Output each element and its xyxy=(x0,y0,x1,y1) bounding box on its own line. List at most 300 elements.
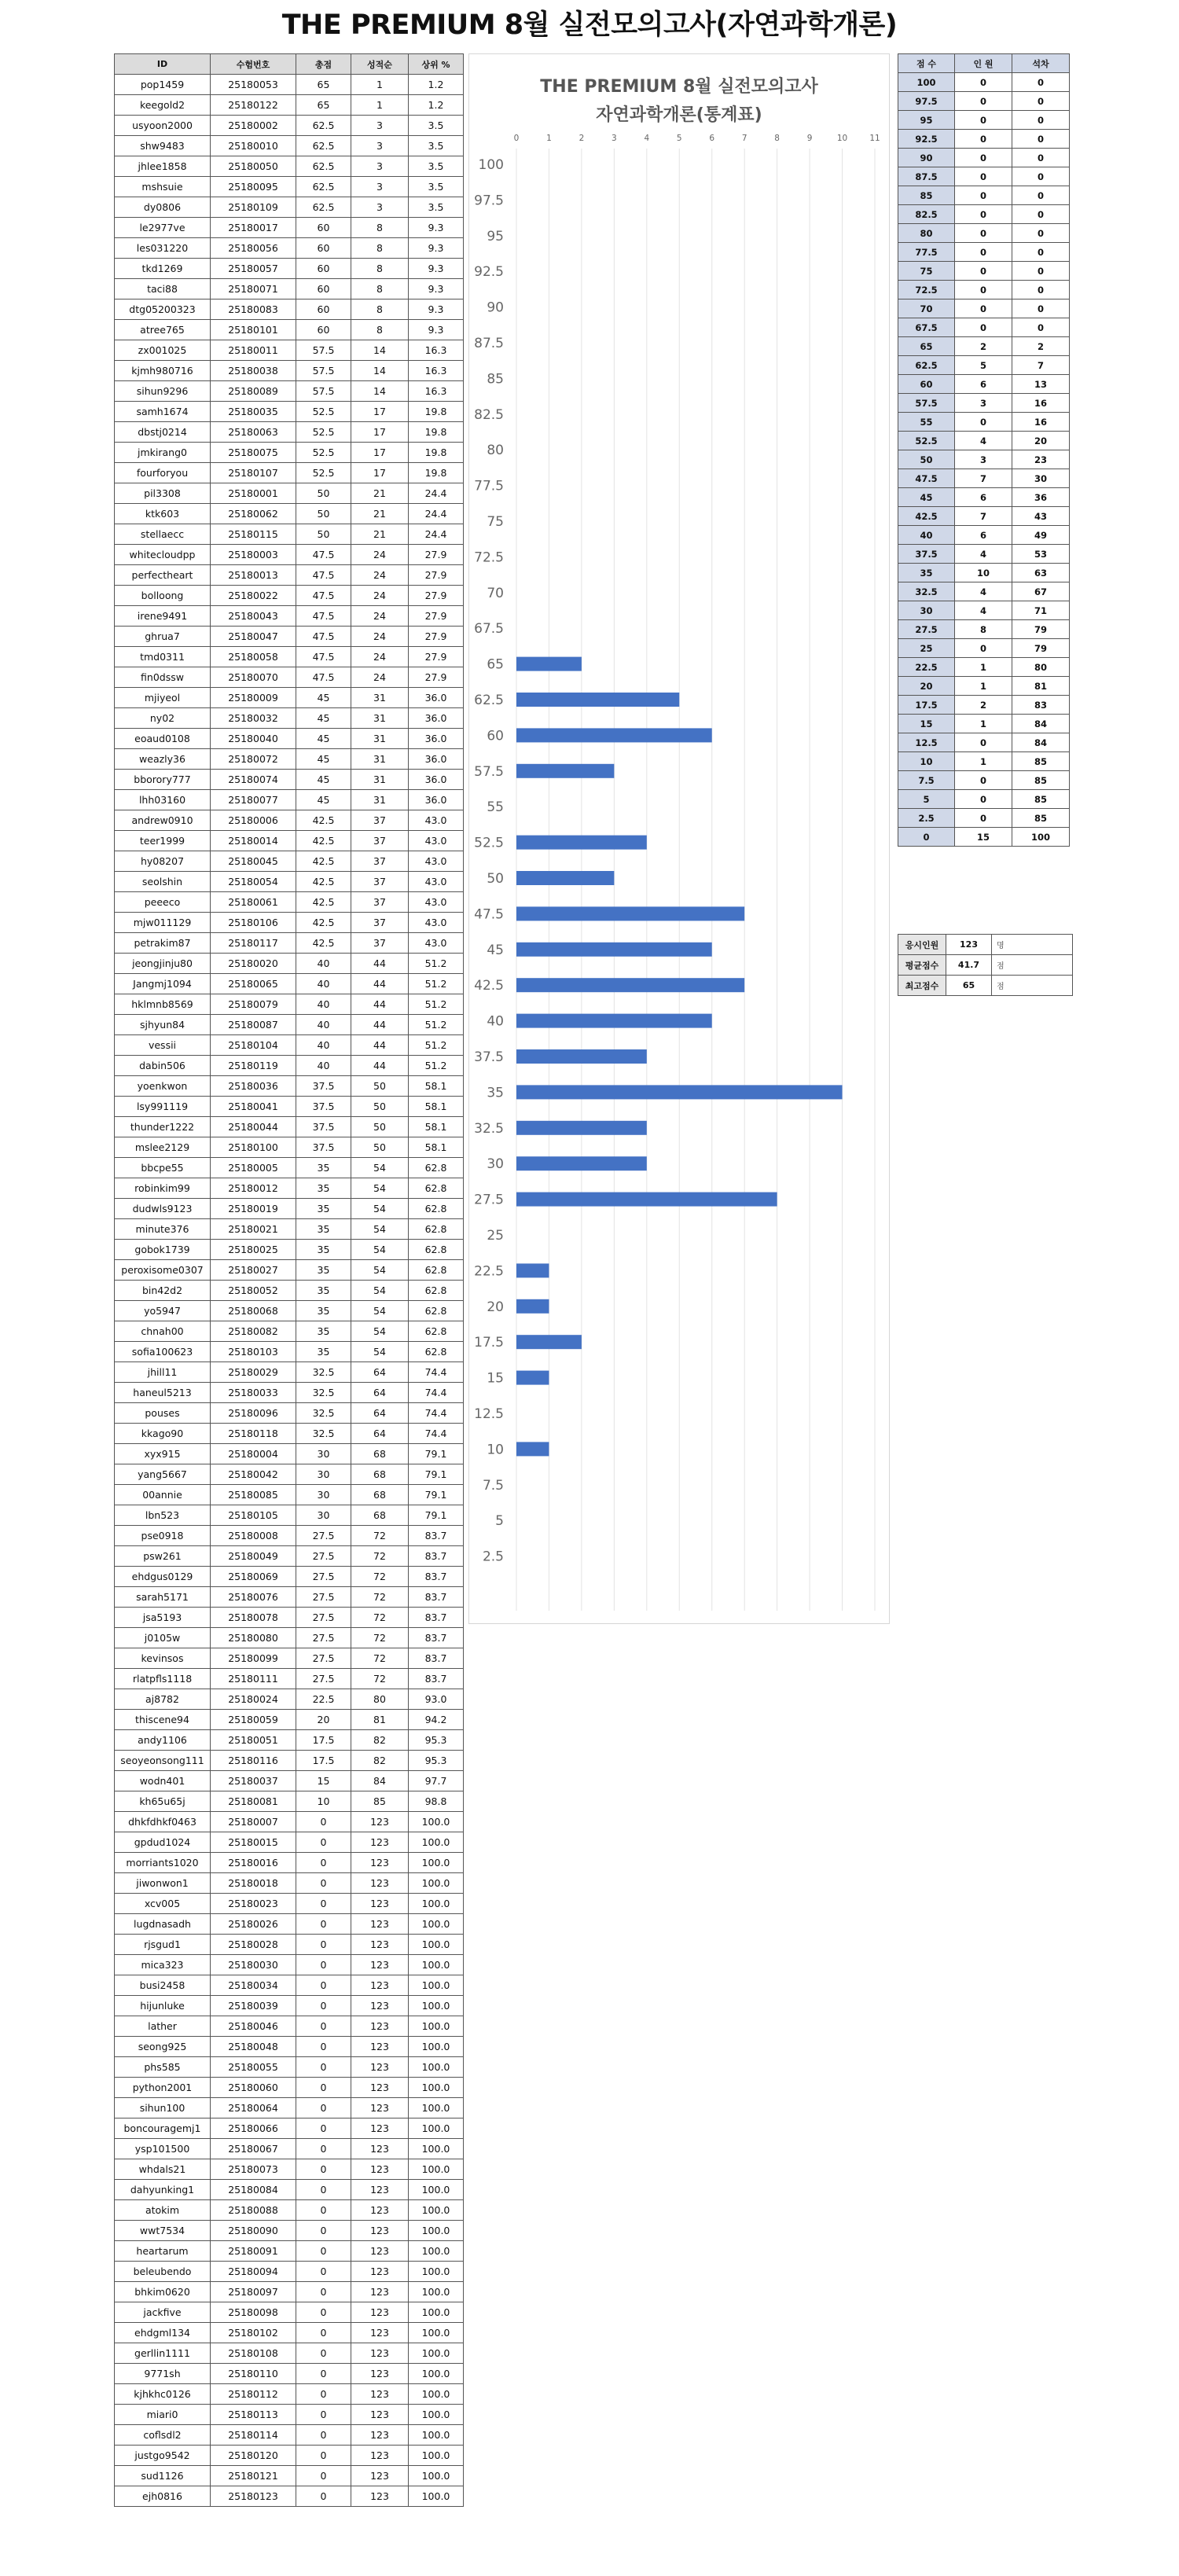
table-row xyxy=(898,771,1070,790)
cell-total-score: 50 xyxy=(296,483,351,504)
cell-score: 92.5 xyxy=(898,130,955,149)
table-row xyxy=(898,167,1070,186)
table-row xyxy=(115,340,464,361)
cell-rank: 44 xyxy=(351,1035,409,1056)
table-row xyxy=(115,218,464,238)
table-row xyxy=(898,809,1070,828)
cell-id: whdals21 xyxy=(115,2159,211,2180)
cell-exam-number: 25180120 xyxy=(211,2446,296,2466)
table-row xyxy=(898,507,1070,526)
table-row xyxy=(115,259,464,279)
cell-exam-number: 25180078 xyxy=(211,1608,296,1628)
cell-total-score: 0 xyxy=(296,2384,351,2405)
cell-total-score: 0 xyxy=(296,2486,351,2507)
cell-total-score: 35 xyxy=(296,1199,351,1219)
cell-percentile: 19.8 xyxy=(409,463,464,483)
table-row xyxy=(898,262,1070,281)
cell-percentile: 1.2 xyxy=(409,75,464,95)
cell-count: 0 xyxy=(955,733,1012,752)
cell-count: 0 xyxy=(955,299,1012,318)
cell-total-score: 27.5 xyxy=(296,1648,351,1669)
cell-id: dahyunking1 xyxy=(115,2180,211,2200)
table-row xyxy=(115,1791,464,1812)
cell-percentile: 95.3 xyxy=(409,1730,464,1751)
cell-id: yoenkwon xyxy=(115,1076,211,1097)
cell-total-score: 45 xyxy=(296,749,351,770)
y-tick-label: 25 xyxy=(487,1228,504,1244)
table-row xyxy=(115,443,464,463)
table-row xyxy=(115,810,464,831)
cell-total-score: 0 xyxy=(296,2200,351,2221)
cell-total-score: 57.5 xyxy=(296,381,351,402)
y-tick-label: 65 xyxy=(487,656,504,673)
table-row xyxy=(115,75,464,95)
cell-exam-number: 25180007 xyxy=(211,1812,296,1832)
cell-cumulative-rank: 0 xyxy=(1012,318,1070,337)
table-row xyxy=(898,715,1070,733)
cell-id: fourforyou xyxy=(115,463,211,483)
bar-47.5 xyxy=(516,906,744,921)
table-row xyxy=(898,413,1070,432)
cell-rank: 21 xyxy=(351,524,409,545)
cell-exam-number: 25180067 xyxy=(211,2139,296,2159)
cell-exam-number: 25180081 xyxy=(211,1791,296,1812)
y-tick-label: 72.5 xyxy=(474,549,504,566)
roster-body xyxy=(115,75,464,2507)
cell-rank: 72 xyxy=(351,1648,409,1669)
cell-rank: 123 xyxy=(351,2343,409,2364)
cell-total-score: 0 xyxy=(296,1873,351,1894)
cell-exam-number: 25180023 xyxy=(211,1894,296,1914)
cell-id: chnah00 xyxy=(115,1321,211,1342)
cell-rank: 1 xyxy=(351,95,409,116)
cell-percentile: 100.0 xyxy=(409,2302,464,2323)
y-tick-label: 27.5 xyxy=(474,1192,504,1208)
cell-count: 0 xyxy=(955,186,1012,205)
cell-id: lsy991119 xyxy=(115,1097,211,1117)
cell-total-score: 0 xyxy=(296,2425,351,2446)
table-row xyxy=(115,2384,464,2405)
cell-rank: 123 xyxy=(351,2159,409,2180)
table-row xyxy=(898,205,1070,224)
table-row xyxy=(898,639,1070,658)
cell-percentile: 97.7 xyxy=(409,1771,464,1791)
cell-score: 2.5 xyxy=(898,809,955,828)
cell-id: rlatpfls1118 xyxy=(115,1669,211,1689)
cell-rank: 50 xyxy=(351,1117,409,1137)
header-cumulative-rank: 석차 xyxy=(1012,54,1070,73)
cell-id: hy08207 xyxy=(115,851,211,872)
cell-rank: 123 xyxy=(351,1853,409,1873)
cell-count: 3 xyxy=(955,394,1012,413)
table-row xyxy=(115,156,464,177)
cell-count: 1 xyxy=(955,752,1012,771)
table-row xyxy=(898,149,1070,167)
cell-exam-number: 25180006 xyxy=(211,810,296,831)
cell-cumulative-rank: 16 xyxy=(1012,413,1070,432)
cell-cumulative-rank: 43 xyxy=(1012,507,1070,526)
cell-exam-number: 25180035 xyxy=(211,402,296,422)
table-row xyxy=(115,565,464,586)
cell-id: kkago90 xyxy=(115,1424,211,1444)
table-row xyxy=(115,1526,464,1546)
cell-score: 20 xyxy=(898,677,955,696)
x-tick-label: 6 xyxy=(709,134,715,143)
cell-rank: 17 xyxy=(351,443,409,463)
cell-exam-number: 25180017 xyxy=(211,218,296,238)
table-row xyxy=(115,1628,464,1648)
cell-exam-number: 25180019 xyxy=(211,1199,296,1219)
cell-percentile: 58.1 xyxy=(409,1117,464,1137)
cell-id: jeongjinju80 xyxy=(115,954,211,974)
cell-rank: 123 xyxy=(351,2037,409,2057)
table-row xyxy=(115,2016,464,2037)
cell-total-score: 0 xyxy=(296,2364,351,2384)
table-row xyxy=(115,2139,464,2159)
bar-42.5 xyxy=(516,978,744,992)
cell-total-score: 42.5 xyxy=(296,851,351,872)
cell-rank: 8 xyxy=(351,238,409,259)
stat-value: 41.7 xyxy=(946,955,992,976)
y-tick-label: 22.5 xyxy=(474,1263,504,1280)
cell-rank: 123 xyxy=(351,2098,409,2118)
cell-exam-number: 25180079 xyxy=(211,994,296,1015)
cell-id: andy1106 xyxy=(115,1730,211,1751)
cell-rank: 123 xyxy=(351,1914,409,1935)
cell-exam-number: 25180084 xyxy=(211,2180,296,2200)
table-row xyxy=(115,831,464,851)
cell-score: 82.5 xyxy=(898,205,955,224)
cell-total-score: 35 xyxy=(296,1301,351,1321)
cell-total-score: 0 xyxy=(296,2078,351,2098)
cell-cumulative-rank: 85 xyxy=(1012,771,1070,790)
cell-total-score: 0 xyxy=(296,2139,351,2159)
cell-id: keegold2 xyxy=(115,95,211,116)
cell-count: 0 xyxy=(955,318,1012,337)
table-row xyxy=(115,1485,464,1505)
table-row xyxy=(115,1853,464,1873)
table-row xyxy=(115,361,464,381)
cell-rank: 24 xyxy=(351,586,409,606)
cell-total-score: 0 xyxy=(296,1812,351,1832)
cell-score: 100 xyxy=(898,73,955,92)
cell-rank: 123 xyxy=(351,2486,409,2507)
cell-rank: 123 xyxy=(351,1955,409,1975)
cell-score: 15 xyxy=(898,715,955,733)
table-row xyxy=(115,483,464,504)
cell-cumulative-rank: 16 xyxy=(1012,394,1070,413)
y-tick-label: 95 xyxy=(487,228,504,244)
cell-exam-number: 25180119 xyxy=(211,1056,296,1076)
y-tick-label: 85 xyxy=(487,371,504,388)
cell-exam-number: 25180015 xyxy=(211,1832,296,1853)
cell-id: fin0dssw xyxy=(115,667,211,688)
cell-total-score: 52.5 xyxy=(296,402,351,422)
y-tick-label: 57.5 xyxy=(474,763,504,780)
bar-37.5 xyxy=(516,1049,647,1064)
cell-rank: 54 xyxy=(351,1342,409,1362)
header-exam-number: 수험번호 xyxy=(211,54,296,75)
cell-total-score: 0 xyxy=(296,2302,351,2323)
cell-total-score: 30 xyxy=(296,1485,351,1505)
table-row xyxy=(115,851,464,872)
cell-percentile: 100.0 xyxy=(409,1832,464,1853)
y-tick-label: 60 xyxy=(487,728,504,744)
cell-id: sofia100623 xyxy=(115,1342,211,1362)
cell-id: boncouragemj1 xyxy=(115,2118,211,2139)
roster-table xyxy=(114,53,464,2507)
cell-score: 27.5 xyxy=(898,620,955,639)
bar-65 xyxy=(516,657,582,671)
cell-rank: 123 xyxy=(351,2364,409,2384)
table-row xyxy=(898,337,1070,356)
cell-percentile: 43.0 xyxy=(409,913,464,933)
cell-count: 0 xyxy=(955,205,1012,224)
cell-count: 5 xyxy=(955,356,1012,375)
cell-score: 60 xyxy=(898,375,955,394)
cell-rank: 64 xyxy=(351,1383,409,1403)
cell-rank: 14 xyxy=(351,361,409,381)
cell-cumulative-rank: 36 xyxy=(1012,488,1070,507)
stat-label: 최고점수 xyxy=(898,976,946,996)
cell-cumulative-rank: 0 xyxy=(1012,243,1070,262)
y-tick-label: 100 xyxy=(478,157,504,173)
cell-id: ehdgus0129 xyxy=(115,1567,211,1587)
cell-id: tmd0311 xyxy=(115,647,211,667)
cell-total-score: 45 xyxy=(296,770,351,790)
cell-exam-number: 25180083 xyxy=(211,299,296,320)
cell-exam-number: 25180009 xyxy=(211,688,296,708)
table-row xyxy=(115,1403,464,1424)
cell-id: atree765 xyxy=(115,320,211,340)
cell-total-score: 62.5 xyxy=(296,116,351,136)
cell-score: 97.5 xyxy=(898,92,955,111)
table-row xyxy=(115,2159,464,2180)
cell-id: beleubendo xyxy=(115,2262,211,2282)
cell-rank: 37 xyxy=(351,831,409,851)
table-row xyxy=(115,2180,464,2200)
cell-exam-number: 25180077 xyxy=(211,790,296,810)
table-row xyxy=(115,1056,464,1076)
cell-id: irene9491 xyxy=(115,606,211,627)
x-tick-label: 5 xyxy=(676,134,682,143)
cell-exam-number: 25180016 xyxy=(211,1853,296,1873)
x-tick-label: 0 xyxy=(513,134,520,143)
cell-rank: 72 xyxy=(351,1587,409,1608)
y-tick-label: 12.5 xyxy=(474,1406,504,1422)
table-row xyxy=(898,375,1070,394)
cell-id: coflsdl2 xyxy=(115,2425,211,2446)
cell-id: perfectheart xyxy=(115,565,211,586)
cell-total-score: 15 xyxy=(296,1771,351,1791)
cell-exam-number: 25180118 xyxy=(211,1424,296,1444)
summary-stats-table xyxy=(898,934,1073,996)
cell-id: thunder1222 xyxy=(115,1117,211,1137)
cell-rank: 37 xyxy=(351,892,409,913)
cell-id: samh1674 xyxy=(115,402,211,422)
cell-id: 00annie xyxy=(115,1485,211,1505)
cell-rank: 50 xyxy=(351,1137,409,1158)
cell-score: 5 xyxy=(898,790,955,809)
cell-id: dabin506 xyxy=(115,1056,211,1076)
cell-id: atokim xyxy=(115,2200,211,2221)
y-tick-label: 37.5 xyxy=(474,1049,504,1065)
cell-exam-number: 25180053 xyxy=(211,75,296,95)
cell-exam-number: 25180038 xyxy=(211,361,296,381)
cell-id: peroxisome0307 xyxy=(115,1260,211,1281)
cell-exam-number: 25180012 xyxy=(211,1178,296,1199)
cell-exam-number: 25180074 xyxy=(211,770,296,790)
cell-score: 90 xyxy=(898,149,955,167)
cell-total-score: 35 xyxy=(296,1260,351,1281)
cell-total-score: 10 xyxy=(296,1791,351,1812)
cell-score: 7.5 xyxy=(898,771,955,790)
cell-percentile: 100.0 xyxy=(409,2405,464,2425)
cell-exam-number: 25180091 xyxy=(211,2241,296,2262)
cell-rank: 82 xyxy=(351,1730,409,1751)
cell-percentile: 27.9 xyxy=(409,545,464,565)
cell-total-score: 37.5 xyxy=(296,1097,351,1117)
cell-percentile: 62.8 xyxy=(409,1342,464,1362)
cell-exam-number: 25180043 xyxy=(211,606,296,627)
cell-count: 10 xyxy=(955,564,1012,582)
cell-percentile: 62.8 xyxy=(409,1178,464,1199)
table-row xyxy=(115,1321,464,1342)
table-row xyxy=(115,2118,464,2139)
cell-id: ny02 xyxy=(115,708,211,729)
cell-cumulative-rank: 0 xyxy=(1012,149,1070,167)
cell-exam-number: 25180040 xyxy=(211,729,296,749)
cell-id: pse0918 xyxy=(115,1526,211,1546)
cell-id: ysp101500 xyxy=(115,2139,211,2159)
cell-total-score: 62.5 xyxy=(296,136,351,156)
table-row xyxy=(115,2323,464,2343)
cell-score: 70 xyxy=(898,299,955,318)
cell-total-score: 27.5 xyxy=(296,1567,351,1587)
table-row xyxy=(115,136,464,156)
cell-percentile: 24.4 xyxy=(409,483,464,504)
cell-percentile: 83.7 xyxy=(409,1567,464,1587)
cell-id: mshsuie xyxy=(115,177,211,197)
table-row xyxy=(115,1648,464,1669)
cell-id: yang5667 xyxy=(115,1464,211,1485)
cell-cumulative-rank: 100 xyxy=(1012,828,1070,847)
cell-id: python2001 xyxy=(115,2078,211,2098)
bar-50 xyxy=(516,871,614,885)
cell-exam-number: 25180032 xyxy=(211,708,296,729)
cell-count: 0 xyxy=(955,413,1012,432)
cell-cumulative-rank: 49 xyxy=(1012,526,1070,545)
cell-percentile: 74.4 xyxy=(409,1403,464,1424)
table-row xyxy=(115,1035,464,1056)
cell-cumulative-rank: 79 xyxy=(1012,620,1070,639)
cell-exam-number: 25180057 xyxy=(211,259,296,279)
cell-rank: 82 xyxy=(351,1751,409,1771)
cell-exam-number: 25180033 xyxy=(211,1383,296,1403)
cell-rank: 123 xyxy=(351,2016,409,2037)
cell-percentile: 74.4 xyxy=(409,1362,464,1383)
table-row xyxy=(115,1505,464,1526)
cell-total-score: 45 xyxy=(296,790,351,810)
cell-total-score: 42.5 xyxy=(296,810,351,831)
cell-rank: 72 xyxy=(351,1628,409,1648)
cell-total-score: 0 xyxy=(296,2016,351,2037)
y-tick-label: 42.5 xyxy=(474,978,504,994)
y-tick-label: 50 xyxy=(487,871,504,887)
cell-total-score: 57.5 xyxy=(296,340,351,361)
table-row xyxy=(115,974,464,994)
cell-id: bhkim0620 xyxy=(115,2282,211,2302)
cell-rank: 44 xyxy=(351,974,409,994)
cell-total-score: 0 xyxy=(296,2262,351,2282)
cell-count: 1 xyxy=(955,658,1012,677)
cell-percentile: 36.0 xyxy=(409,749,464,770)
cell-exam-number: 25180060 xyxy=(211,2078,296,2098)
cell-count: 0 xyxy=(955,790,1012,809)
cell-percentile: 24.4 xyxy=(409,504,464,524)
cell-percentile: 51.2 xyxy=(409,1015,464,1035)
cell-percentile: 83.7 xyxy=(409,1648,464,1669)
cell-score: 80 xyxy=(898,224,955,243)
cell-exam-number: 25180112 xyxy=(211,2384,296,2405)
table-row xyxy=(898,677,1070,696)
cell-rank: 123 xyxy=(351,1935,409,1955)
table-row xyxy=(898,243,1070,262)
cell-rank: 24 xyxy=(351,647,409,667)
cell-percentile: 83.7 xyxy=(409,1628,464,1648)
cell-exam-number: 25180094 xyxy=(211,2262,296,2282)
table-row xyxy=(898,432,1070,450)
table-row xyxy=(898,450,1070,469)
cell-percentile: 27.9 xyxy=(409,647,464,667)
cell-rank: 123 xyxy=(351,1873,409,1894)
cell-exam-number: 25180008 xyxy=(211,1526,296,1546)
cell-total-score: 17.5 xyxy=(296,1751,351,1771)
cell-id: kh65u65j xyxy=(115,1791,211,1812)
table-row xyxy=(898,299,1070,318)
cell-count: 4 xyxy=(955,545,1012,564)
table-row xyxy=(115,1812,464,1832)
cell-total-score: 42.5 xyxy=(296,913,351,933)
table-row xyxy=(898,733,1070,752)
table-row xyxy=(115,1199,464,1219)
cell-id: busi2458 xyxy=(115,1975,211,1996)
score-chart xyxy=(468,53,890,1624)
cell-id: mslee2129 xyxy=(115,1137,211,1158)
cell-score: 72.5 xyxy=(898,281,955,299)
cell-exam-number: 25180102 xyxy=(211,2323,296,2343)
cell-exam-number: 25180055 xyxy=(211,2057,296,2078)
cell-exam-number: 25180051 xyxy=(211,1730,296,1751)
y-tick-label: 90 xyxy=(487,299,504,316)
cell-exam-number: 25180001 xyxy=(211,483,296,504)
cell-rank: 123 xyxy=(351,1812,409,1832)
table-row xyxy=(115,913,464,933)
cell-percentile: 100.0 xyxy=(409,1975,464,1996)
cell-id: eoaud0108 xyxy=(115,729,211,749)
y-tick-label: 97.5 xyxy=(474,193,504,209)
cell-exam-number: 25180113 xyxy=(211,2405,296,2425)
table-row xyxy=(898,790,1070,809)
cell-percentile: 51.2 xyxy=(409,954,464,974)
table-row xyxy=(115,1342,464,1362)
cell-count: 0 xyxy=(955,92,1012,111)
cell-id: dtg05200323 xyxy=(115,299,211,320)
cell-cumulative-rank: 0 xyxy=(1012,186,1070,205)
y-tick-label: 80 xyxy=(487,443,504,459)
cell-cumulative-rank: 2 xyxy=(1012,337,1070,356)
cell-score: 17.5 xyxy=(898,696,955,715)
